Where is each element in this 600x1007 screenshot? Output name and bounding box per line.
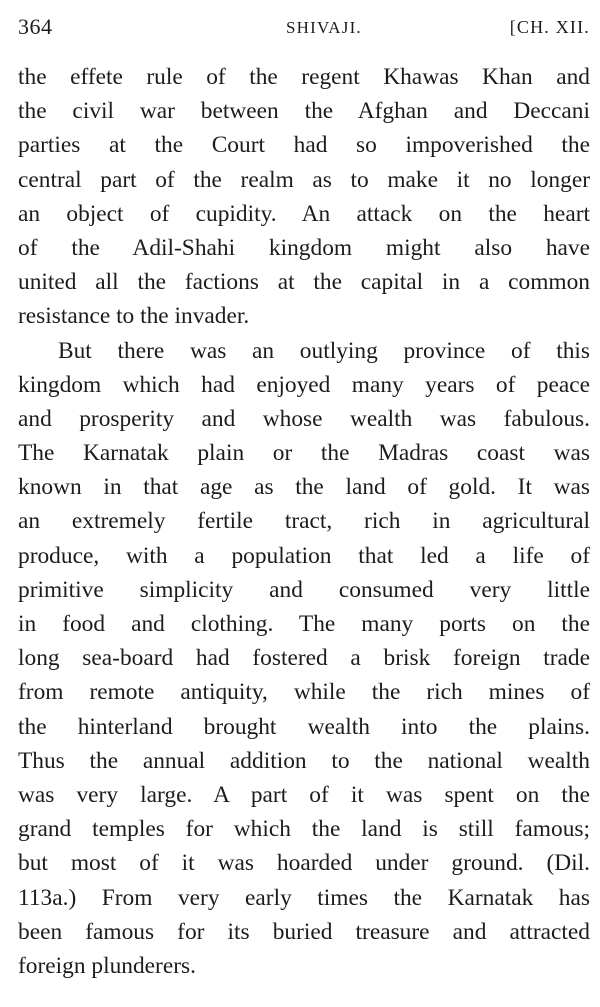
- paragraph-2: [18, 334, 590, 984]
- text-line: an object of cupidity. An attack on the heart: [18, 200, 590, 227]
- text-line: The Karnatak plain or the Madras coast was: [18, 440, 590, 467]
- text-line: the hinterland brought wealth into the plains.: [18, 713, 590, 740]
- text-line: known in that age as the land of gold. It was: [18, 474, 590, 501]
- text-line: foreign plunderers.: [18, 952, 196, 979]
- text-line: was very large. A part of it was spent on the: [18, 781, 590, 808]
- text-line: grand temples for which the land is still famous;: [18, 816, 590, 843]
- text-line: kingdom which had enjoyed many years of peace: [18, 371, 590, 398]
- page-number: 364: [18, 14, 53, 39]
- text-line: primitive simplicity and consumed very little: [18, 576, 590, 603]
- text-line: But there was an outlying province of this: [58, 337, 590, 364]
- text-line: the effete rule of the regent Khawas Khan and: [18, 64, 590, 90]
- text-line: parties at the Court had so impoverished the: [18, 132, 590, 159]
- text-line: long sea-board had fostered a brisk foreign trade: [18, 645, 590, 672]
- text-line: united all the factions at the capital in a common: [18, 269, 590, 296]
- text-line: produce, with a population that led a life of: [18, 542, 590, 569]
- text-line: Thus the annual addition to the national wealth: [18, 747, 590, 774]
- text-line: been famous for its buried treasure and attracted: [18, 918, 590, 945]
- running-head: [18, 10, 590, 44]
- text-line: an extremely fertile tract, rich in agricultural: [18, 508, 590, 535]
- text-line: the civil war between the Afghan and Deccani: [18, 98, 590, 125]
- text-line: of the Adil-Shahi kingdom might also have: [18, 234, 590, 261]
- text-line: in food and clothing. The many ports on the: [18, 611, 590, 637]
- text-line: and prosperity and whose wealth was fabulous.: [18, 405, 590, 432]
- paragraph-1: [18, 60, 590, 334]
- text-line: central part of the realm as to make it no longer: [18, 166, 590, 193]
- chapter-reference: [CH. XII.: [509, 17, 590, 37]
- book-title: SHIVAJI.: [286, 18, 362, 37]
- text-line: resistance to the invader.: [18, 303, 250, 330]
- text-line: 113a.) From very early times the Karnatak has: [18, 884, 590, 911]
- text-line: but most of it was hoarded under ground. (Dil.: [18, 850, 590, 877]
- body-text: [18, 60, 590, 983]
- text-line: from remote antiquity, while the rich mines of: [18, 679, 590, 706]
